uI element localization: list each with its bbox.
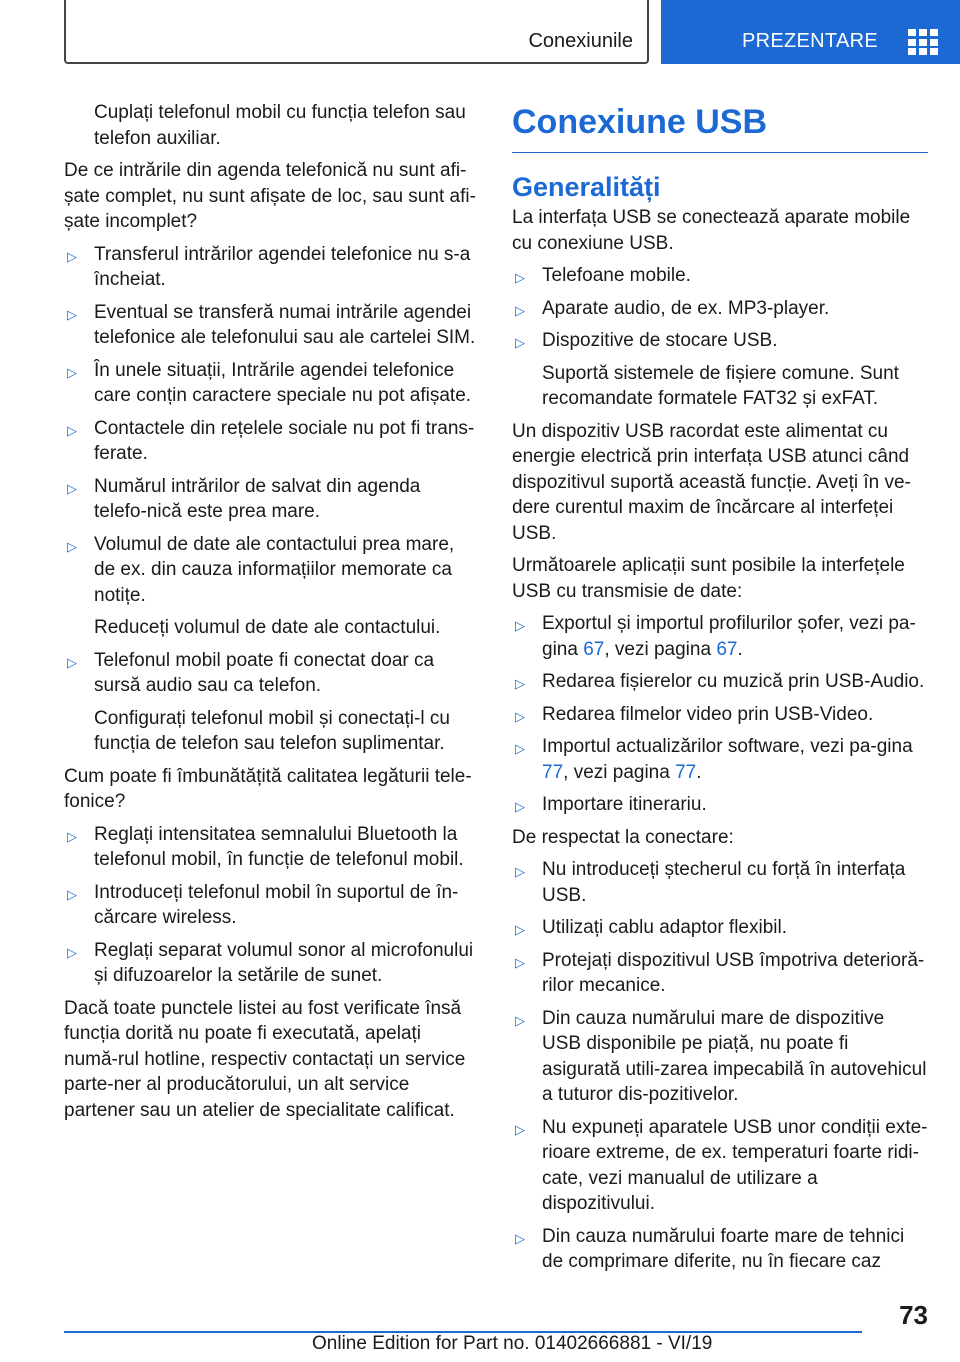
list-item: ▷ Din cauza numărului foarte mare de tehnici de comprimare diferite, nu în fiecare caz [515,1225,905,1272]
list-note: Configurați telefonul mobil și conectați-l cu funcția de telefon sau telefon suplimentar. [94,707,450,754]
triangle-bullet-icon: ▷ [67,886,77,902]
list-item: ▷ Numărul intrărilor de salvat din agenda telefo-nică este prea mare. [67,475,421,522]
list-item: ▷ În unele situații, Intrările agendei telefonice care conțin caractere speciale nu pot afișate. [67,359,472,406]
list-item: ▷ Utilizați cablu adaptor flexibil. [512,915,928,941]
list-item: ▷ Exportul și importul profilurilor șofer, vezi pa-gina 67, vezi pagina 67. [515,613,916,660]
paragraph: Cuplați telefonul mobil cu funcția telefon sau telefon auxiliar. [94,102,466,149]
question: De ce intrările din agenda telefonică nu sunt afi-șate complet, nu sunt afișate de loc, sau sunt afi-șate incomplet? [64,160,476,232]
triangle-bullet-icon: ▷ [515,922,525,937]
list-item: ▷ Telefoane mobile. [512,263,928,289]
list-item: ▷ Reglați separat volumul sonor al microfonului și difuzoarelor la setările de sunet. [67,939,474,986]
triangle-bullet-icon: ▷ [515,618,525,633]
triangle-bullet-icon: ▷ [515,954,525,970]
triangle-bullet-icon: ▷ [67,944,77,960]
header-chapter-title: PREZENTARE [742,30,878,52]
triangle-bullet-icon: ▷ [515,302,525,318]
triangle-bullet-icon: ▷ [515,1230,525,1246]
list-item: ▷ Protejați dispozitivul USB împotriva deterioră-rilor mecanice. [515,949,925,996]
paragraph: La interfața USB se conectează aparate mobile cu conexiune USB. [512,207,911,254]
triangle-bullet-icon: ▷ [67,828,77,844]
triangle-bullet-icon: ▷ [67,538,77,554]
footer-edition: Online Edition for Part no. 01402666881 - VI/19 [312,1333,713,1354]
triangle-bullet-icon: ▷ [515,864,525,879]
header-section-title: Conexiunile [528,30,633,52]
triangle-bullet-icon: ▷ [67,248,77,264]
header-section-tab [64,0,649,64]
list-note: Suportă sistemele de fișiere comune. Sunt recomandate formatele FAT32 și exFAT. [542,362,899,409]
list-item: ▷ Redarea filmelor video prin USB-Video. [512,702,928,728]
list-item: ▷ Nu introduceți ștecherul cu forță în interfața USB. [515,859,906,906]
triangle-bullet-icon: ▷ [515,270,525,285]
triangle-bullet-icon: ▷ [67,364,77,380]
list-note: Reduceți volumul de date ale contactului. [94,617,441,638]
list-item: ▷ Redarea fișierelor cu muzică prin USB-Audio. [512,669,928,695]
list-item: ▷ Importare itinerariu. [512,792,928,818]
section-title: Conexiune USB [512,102,928,153]
list-item: ▷ Introduceți telefonul mobil în suportul de în-cărcare wireless. [67,881,459,928]
list-item: ▷ Transferul intrărilor agendei telefonice nu s-a încheiat. [67,243,471,290]
header-chapter-tab[interactable] [661,0,960,64]
triangle-bullet-icon: ▷ [67,654,77,670]
triangle-bullet-icon: ▷ [515,1012,525,1028]
paragraph: De respectat la conectare: [512,826,734,848]
right-column [512,100,928,1282]
page-link[interactable]: 77 [675,761,697,783]
list-item: ▷ Contactele din rețelele sociale nu pot fi trans-ferate. [67,417,475,464]
list-item: ▷ Telefonul mobil poate fi conectat doar ca sursă audio sau ca telefon. [67,649,435,696]
page-link[interactable]: 67 [583,638,605,660]
triangle-bullet-icon: ▷ [515,708,525,724]
triangle-bullet-icon: ▷ [515,335,525,350]
list-item: ▷ Importul actualizărilor software, vezi pa-gina 77, vezi pagina 77. [515,736,913,783]
list-item: ▷ Eventual se transferă numai intrările agendei telefonice ale telefonului sau ale cartelei SIM. [67,301,476,348]
page-number: 73 [899,1300,928,1330]
triangle-bullet-icon: ▷ [515,741,525,756]
paragraph: Următoarele aplicații sunt posibile la interfețele USB cu transmisie de date: [512,555,905,602]
question: Cum poate fi îmbunătățită calitatea legăturii tele-fonice? [64,765,472,812]
closing-paragraph: Dacă toate punctele listei au fost verificate însă funcția dorită nu poate fi executată, apelați numă-rul hotline, respectiv contactați un service parte-ner al producătorului, un alt service partener sau un atelier de specialitate calificat. [64,997,466,1121]
left-column [64,100,476,1130]
list-item: ▷ Reglați intensitatea semnalului Bluetooth la telefonul mobil, în funcție de telefonul mobil. [67,823,464,870]
triangle-bullet-icon: ▷ [67,422,77,438]
triangle-bullet-icon: ▷ [515,799,525,814]
list-item: ▷ Din cauza numărului mare de dispozitive USB disponibile pe piață, nu poate fi asigurată utili-zarea impecabilă în autovehicul a tuturor dis-pozitivelor. [515,1007,927,1105]
list-item: ▷ Nu expuneți aparatele USB unor condiții exte-rioare extreme, de ex. temperaturi foarte ridi-cate, vezi manualul de utilizare a dispozitivului. [515,1116,928,1214]
triangle-bullet-icon: ▷ [515,1121,525,1137]
triangle-bullet-icon: ▷ [515,676,525,691]
paragraph: Un dispozitiv USB racordat este alimentat cu energie electrică prin interfața USB atunci când dispozitivul suportă această funcție. Aveți în ve-dere curentul maxim de încărcare al interfeței USB. [512,420,911,544]
page-link[interactable]: 77 [542,761,564,783]
list-item: ▷ Aparate audio, de ex. MP3-player. [512,296,928,322]
grid-menu-icon[interactable] [908,29,938,55]
triangle-bullet-icon: ▷ [67,306,77,322]
subsection-title: Generalități [512,172,661,202]
triangle-bullet-icon: ▷ [67,480,77,496]
list-item: ▷ Dispozitive de stocare USB. [512,328,928,354]
page-link[interactable]: 67 [716,638,738,660]
list-item: ▷ Volumul de date ale contactului prea mare, de ex. din cauza informațiilor memorate ca notițe. [67,533,455,606]
